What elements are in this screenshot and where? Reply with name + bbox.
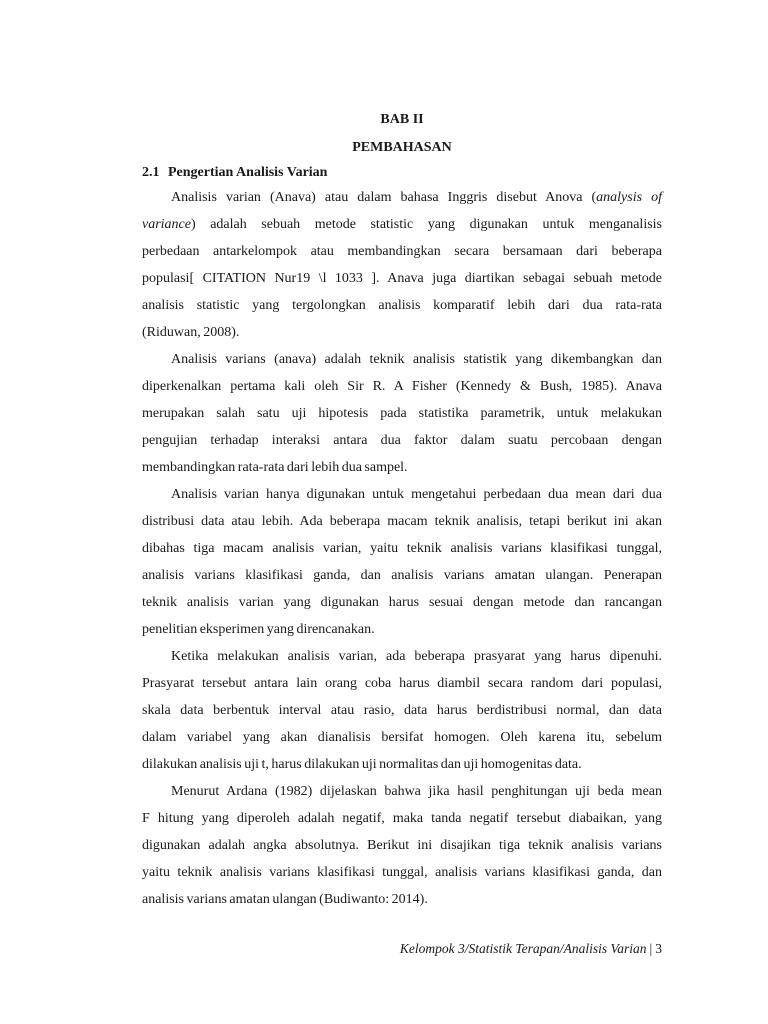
text-segment: digunakan adalah angka absolutnya. Berikut ini disajikan tiga teknik analisis varians <box>142 838 662 853</box>
text-line <box>142 346 662 373</box>
text-line <box>142 184 662 211</box>
text-segment: Ketika melakukan analisis varian, ada beberapa prasyarat yang harus dipenuhi. <box>171 649 662 664</box>
text-line <box>142 427 662 454</box>
page-footer <box>400 940 662 958</box>
chapter-title: PEMBAHASAN <box>352 140 452 155</box>
text-segment: (Riduwan, 2008). <box>142 325 240 340</box>
text-line <box>142 670 662 697</box>
text-line <box>142 508 662 535</box>
paragraph <box>142 481 662 643</box>
text-line <box>142 616 662 643</box>
text-segment: merupakan salah satu uji hipotesis pada statistika parametrik, untuk melakukan <box>142 406 662 421</box>
section-number: 2.1 <box>142 165 160 180</box>
text-line <box>142 805 662 832</box>
paragraph <box>142 346 662 481</box>
text-segment: Menurut Ardana (1982) dijelaskan bahwa jika hasil penghitungan uji beda mean <box>171 784 662 799</box>
footer-text: Kelompok 3/Statistik Terapan/Analisis Varian <box>399 941 647 956</box>
text-segment: dilakukan analisis uji t, harus dilakukan uji normalitas dan uji homogenitas data. <box>142 757 582 772</box>
chapter-number: BAB II <box>380 112 424 127</box>
page-number: 3 <box>655 941 662 956</box>
text-line <box>142 832 662 859</box>
chapter-heading <box>142 106 662 162</box>
text-line <box>142 751 662 778</box>
text-line <box>142 562 662 589</box>
text-segment: Prasyarat tersebut antara lain orang coba harus diambil secara random dari populasi, <box>142 676 662 691</box>
text-segment: F hitung yang diperoleh adalah negatif, maka tanda negatif tersebut diabaikan, yang <box>142 811 662 826</box>
text-line <box>142 535 662 562</box>
text-segment: Analisis varian (Anava) atau dalam bahasa Inggris disebut Anova ( <box>171 190 597 205</box>
text-segment: yaitu teknik analisis varians klasifikasi tunggal, analisis varians klasifikasi ganda, dan <box>142 865 662 880</box>
text-line <box>142 373 662 400</box>
text-line <box>142 778 662 805</box>
italic-term: analysis of <box>596 190 662 205</box>
text-line <box>142 211 662 238</box>
text-segment: Analisis varian hanya digunakan untuk mengetahui perbedaan dua mean dari dua <box>171 487 662 502</box>
text-line <box>142 454 662 481</box>
paragraph <box>142 184 662 346</box>
text-line <box>142 589 662 616</box>
text-segment: diperkenalkan pertama kali oleh Sir R. A Fisher (Kennedy & Bush, 1985). Anava <box>142 379 662 394</box>
text-segment: dibahas tiga macam analisis varian, yaitu teknik analisis varians klasifikasi tunggal, <box>142 541 662 556</box>
text-segment: Analisis varians (anava) adalah teknik analisis statistik yang dikembangkan dan <box>171 352 662 367</box>
section-heading <box>142 159 327 187</box>
body-text <box>142 184 662 913</box>
italic-term: variance <box>142 217 191 232</box>
text-line <box>142 724 662 751</box>
text-line <box>142 238 662 265</box>
text-segment: populasi[ CITATION Nur19 \l 1033 ]. Anava juga diartikan sebagai sebuah metode <box>142 271 662 286</box>
text-line <box>142 400 662 427</box>
text-segment: analisis statistic yang tergolongkan analisis komparatif lebih dari dua rata-rata <box>142 298 662 313</box>
text-line <box>142 292 662 319</box>
text-segment: analisis varians amatan ulangan (Budiwanto: 2014). <box>142 892 428 907</box>
section-title: Pengertian Analisis Varian <box>168 165 328 180</box>
text-segment: penelitian eksperimen yang direncanakan. <box>142 622 375 637</box>
text-segment: ) adalah sebuah metode statistic yang digunakan untuk menganalisis <box>190 217 662 232</box>
text-segment: analisis varians klasifikasi ganda, dan analisis varians amatan ulangan. Penerapan <box>142 568 662 583</box>
text-segment: skala data berbentuk interval atau rasio, data harus berdistribusi normal, dan data <box>142 703 662 718</box>
text-line <box>142 859 662 886</box>
text-line <box>142 265 662 292</box>
text-segment: teknik analisis varian yang digunakan harus sesuai dengan metode dan rancangan <box>142 595 662 610</box>
paragraph <box>142 643 662 778</box>
text-line <box>142 697 662 724</box>
text-segment: pengujian terhadap interaksi antara dua faktor dalam suatu percobaan dengan <box>142 433 662 448</box>
text-line <box>142 886 662 913</box>
footer-separator: | <box>649 941 653 956</box>
text-line <box>142 481 662 508</box>
text-line <box>142 319 662 346</box>
text-segment: perbedaan antarkelompok atau membandingkan secara bersamaan dari beberapa <box>142 244 662 259</box>
text-segment: distribusi data atau lebih. Ada beberapa macam teknik analisis, tetapi berikut ini akan <box>142 514 662 529</box>
text-segment: membandingkan rata-rata dari lebih dua sampel. <box>142 460 408 475</box>
paragraph <box>142 778 662 913</box>
text-segment: dalam variabel yang akan dianalisis bersifat homogen. Oleh karena itu, sebelum <box>142 730 662 745</box>
text-line <box>142 643 662 670</box>
